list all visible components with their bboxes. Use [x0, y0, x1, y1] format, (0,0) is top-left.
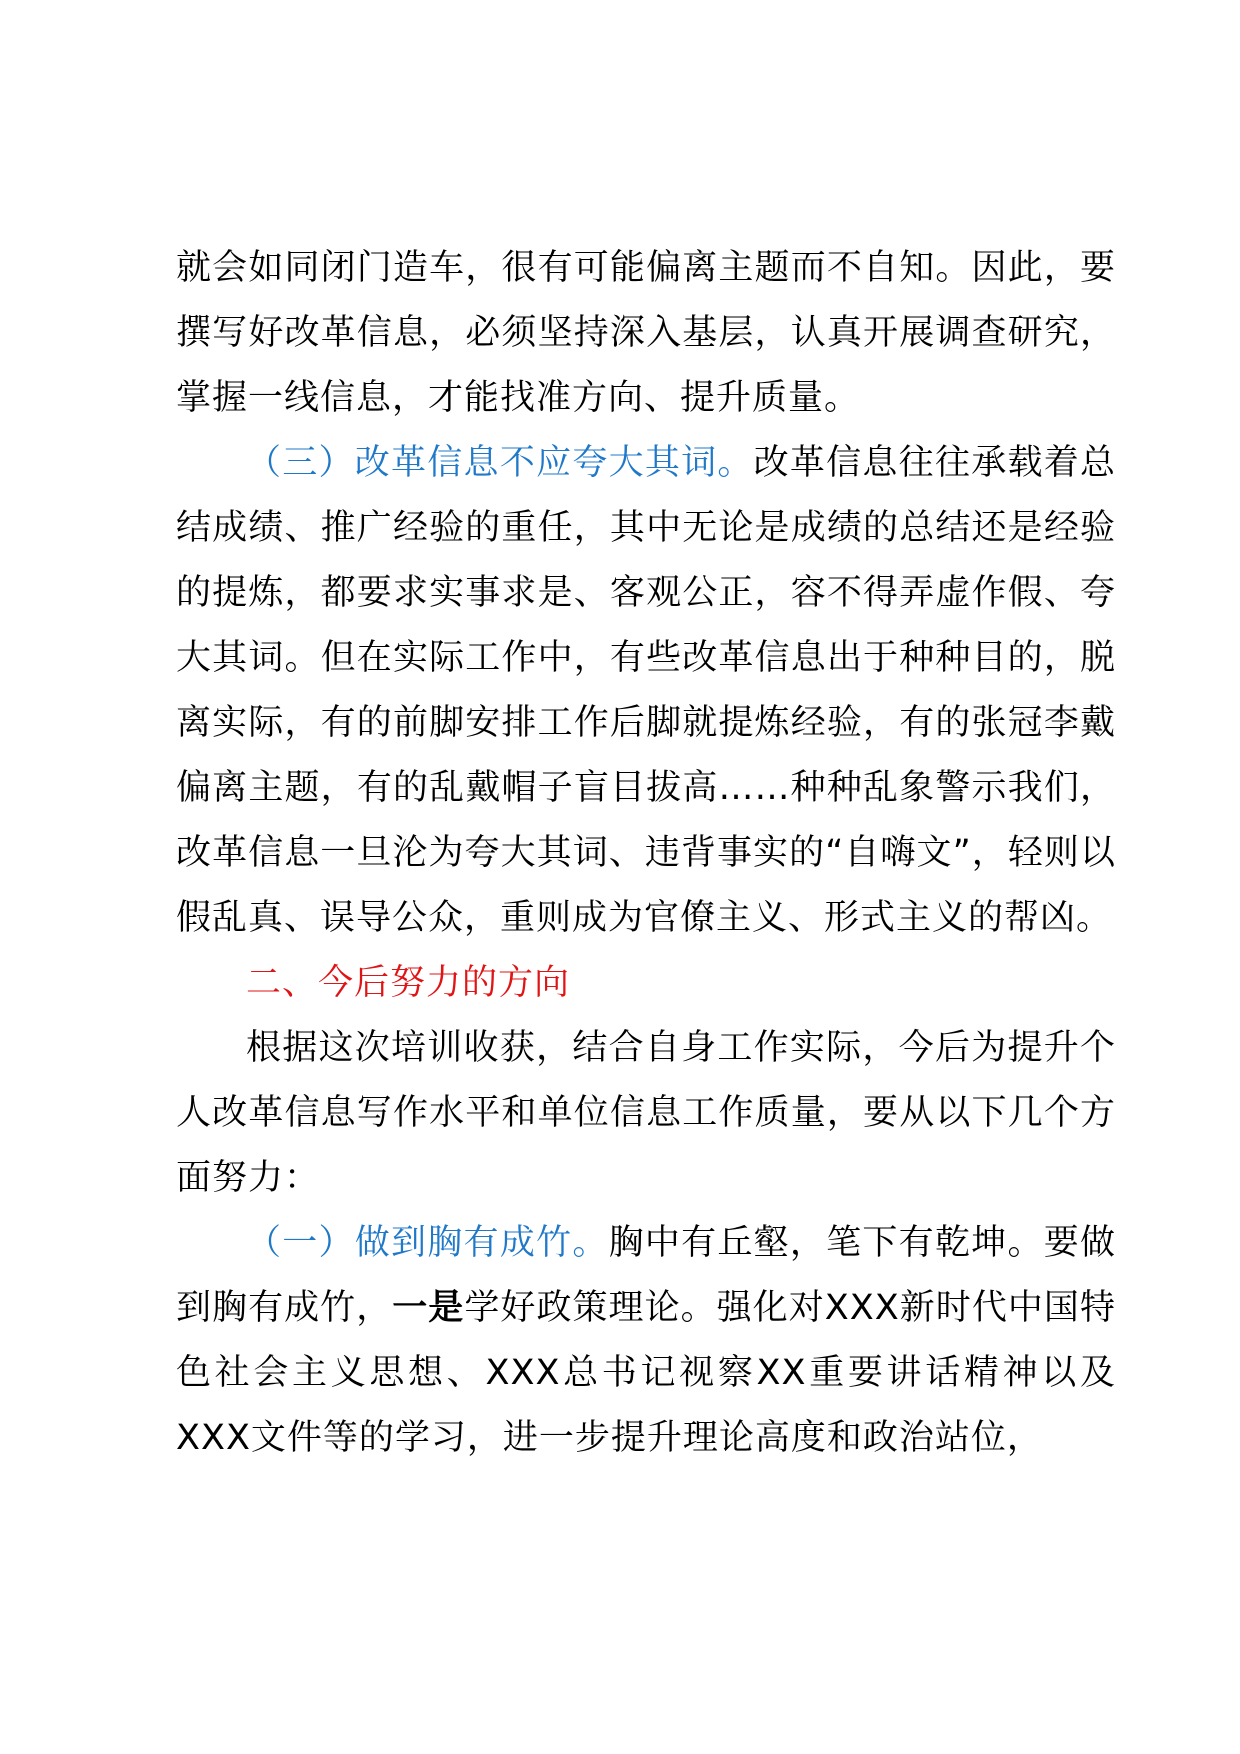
document-body	[176, 236, 1116, 1471]
section-heading-1: （一）做到胸有成竹。	[246, 1223, 609, 1263]
paragraph-part-2-intro	[176, 1016, 1116, 1211]
paragraph-continuation	[176, 236, 1116, 431]
paragraph-text: 就会如同闭门造车，很有可能偏离主题而不自知。因此，要撰写好改革信息，必须坚持深入基层，认真开展调查研究，掌握一线信息，才能找准方向、提升质量。	[176, 248, 1116, 418]
paragraph-part-2-heading	[176, 951, 1116, 1016]
section-body-1b: 学好政策理论。强化对XXX新时代中国特色社会主义思想、XXX总书记视察XX重要讲话精神以及XXX文件等的学习，进一步提升理论高度和政治站位，	[176, 1288, 1116, 1458]
paragraph-section-1	[176, 1211, 1116, 1471]
paragraph-section-3	[176, 431, 1116, 951]
part-heading-2: 二、今后努力的方向	[246, 963, 571, 1003]
section-body-1a: 胸中有丘壑，笔下有乾坤。要做到胸有成竹，	[176, 1223, 1116, 1328]
section-body-3: 改革信息往往承载着总结成绩、推广经验的重任，其中无论是成绩的总结还是经验的提炼，都要求实事求是、客观公正，容不得弄虚作假、夸大其词。但在实际工作中，有些改革信息出于种种目的，脱离实际，有的前脚安排工作后脚就提炼经验，有的张冠李戴偏离主题，有的乱戴帽子盲目拔高……种种乱象警示我们，改革信息一旦沦为夸大其词、违背事实的“自嗨文”，轻则以假乱真、误导公众，重则成为官僚主义、形式主义的帮凶。	[176, 443, 1116, 938]
section-heading-3: （三）改革信息不应夸大其词。	[246, 443, 754, 483]
part-intro-2: 根据这次培训收获，结合自身工作实际，今后为提升个人改革信息写作水平和单位信息工作质量，要从以下几个方面努力：	[176, 1028, 1116, 1198]
bold-marker: 一是	[392, 1288, 465, 1328]
